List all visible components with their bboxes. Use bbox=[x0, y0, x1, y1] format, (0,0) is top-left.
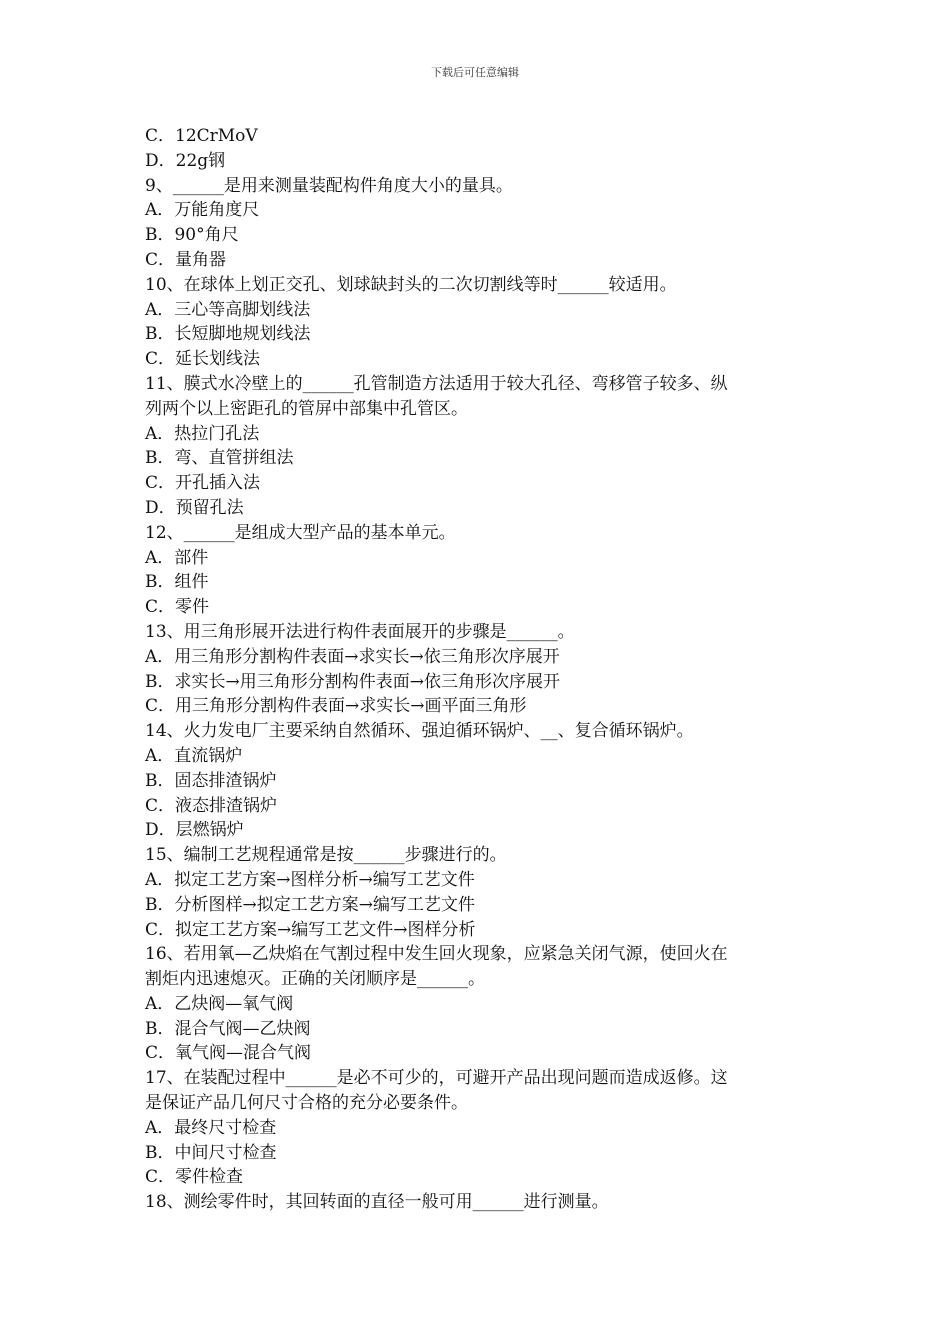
option-line: A．最终尺寸检查 bbox=[145, 1117, 277, 1138]
option-line: C．零件 bbox=[145, 597, 210, 618]
option-line: A．拟定工艺方案→图样分析→编写工艺文件 bbox=[145, 869, 475, 890]
question-line-continued: 列两个以上密距孔的管屏中部集中孔管区。 bbox=[145, 398, 468, 419]
option-line: C．开孔插入法 bbox=[145, 473, 261, 494]
option-line: B．长短脚地规划线法 bbox=[145, 324, 311, 345]
question-line: 15、编制工艺规程通常是按______步骤进行的。 bbox=[145, 845, 507, 866]
option-line: B．求实长→用三角形分割构件表面→依三角形次序展开 bbox=[145, 671, 560, 692]
question-line: 16、若用氧—乙炔焰在气割过程中发生回火现象，应紧急关闭气源，使回火在 bbox=[145, 944, 728, 965]
option-line: A．直流锅炉 bbox=[145, 745, 243, 766]
option-line: C．12CrMoV bbox=[145, 126, 258, 146]
question-line: 11、膜式水冷壁上的______孔管制造方法适用于较大孔径、弯移管子较多、纵 bbox=[145, 373, 728, 394]
option-line: A．万能角度尺 bbox=[145, 200, 260, 221]
option-line: C．量角器 bbox=[145, 249, 227, 270]
option-line: B．90°角尺 bbox=[145, 225, 239, 246]
option-line: A．三心等高脚划线法 bbox=[145, 299, 311, 320]
question-line: 13、用三角形展开法进行构件表面展开的步骤是______。 bbox=[145, 621, 575, 642]
option-line: C．氧气阀—混合气阀 bbox=[145, 1043, 312, 1064]
option-line: B．固态排渣锅炉 bbox=[145, 770, 277, 791]
option-line: C．零件检查 bbox=[145, 1167, 244, 1188]
question-line-continued: 是保证产品几何尺寸合格的充分必要条件。 bbox=[145, 1093, 468, 1114]
question-line: 17、在装配过程中______是必不可少的，可避开产品出现问题而造成返修。这 bbox=[145, 1068, 728, 1089]
question-line: 10、在球体上划正交孔、划球缺封头的二次切割线等时______较适用。 bbox=[145, 274, 677, 295]
question-line-continued: 割炬内迅速熄灭。正确的关闭顺序是______。 bbox=[145, 969, 485, 990]
option-line: A．乙炔阀—氧气阀 bbox=[145, 993, 294, 1014]
option-line: C．拟定工艺方案→编写工艺文件→图样分析 bbox=[145, 919, 476, 940]
question-line: 12、______是组成大型产品的基本单元。 bbox=[145, 522, 456, 543]
option-line: D．预留孔法 bbox=[145, 497, 244, 518]
option-line: C．用三角形分割构件表面→求实长→画平面三角形 bbox=[145, 696, 527, 717]
option-line: C．液态排渣锅炉 bbox=[145, 795, 278, 816]
option-line: B．弯、直管拼组法 bbox=[145, 448, 294, 469]
option-line: B．组件 bbox=[145, 572, 209, 593]
option-line: A．用三角形分割构件表面→求实长→依三角形次序展开 bbox=[145, 646, 560, 667]
option-line: B．混合气阀—乙炔阀 bbox=[145, 1018, 311, 1039]
option-line: D．层燃锅炉 bbox=[145, 820, 244, 841]
option-line: B．中间尺寸检查 bbox=[145, 1142, 277, 1163]
document-body bbox=[145, 124, 810, 1215]
question-line: 9、______是用来测量装配构件角度大小的量具。 bbox=[145, 175, 513, 196]
page-header: 下载后可任意编辑 bbox=[431, 66, 519, 79]
option-line: D．22g钢 bbox=[145, 150, 226, 171]
option-line: B．分析图样→拟定工艺方案→编写工艺文件 bbox=[145, 894, 475, 915]
option-line: A．热拉门孔法 bbox=[145, 423, 260, 444]
question-line: 14、火力发电厂主要采纳自然循环、强迫循环锅炉、__、复合循环锅炉。 bbox=[145, 721, 694, 742]
option-line: A．部件 bbox=[145, 547, 209, 568]
question-line: 18、测绘零件时，其回转面的直径一般可用______进行测量。 bbox=[145, 1192, 609, 1213]
option-line: C．延长划线法 bbox=[145, 349, 261, 370]
